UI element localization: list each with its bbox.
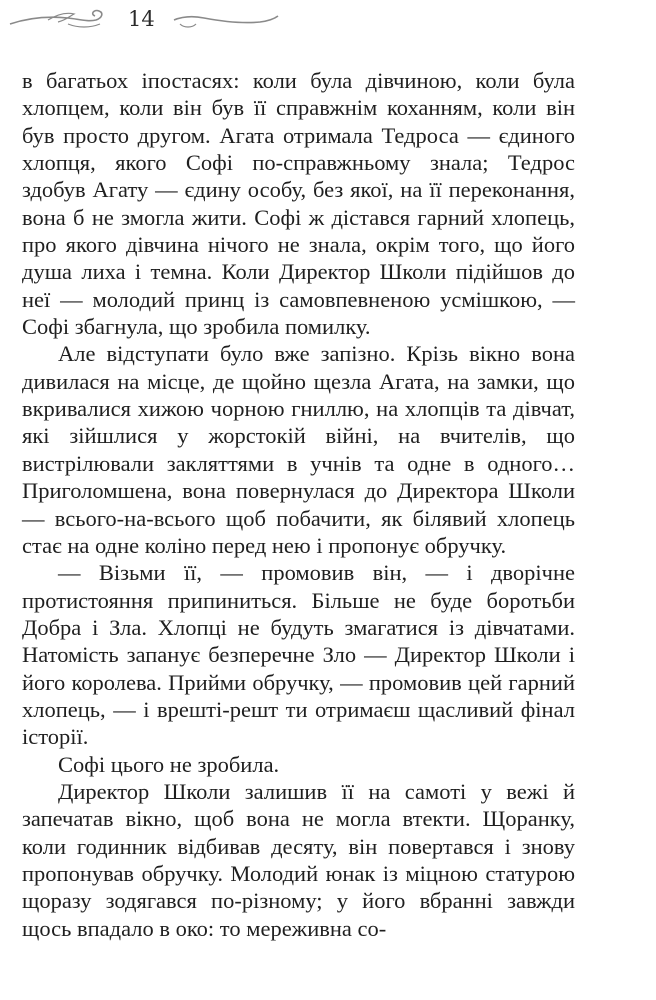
paragraph: в багатьох іпостасях: коли була дівчиною, коли була хлопцем, коли він був її справжнім коханням, коли він був просто другом. Агата отримала Тедроса — єдиного хлопця, якого Софі по-справжньому знала; Тедрос здобув Агату — єдину особу, без якої, на її переконання, вона б не змогла жити. Софі ж дістався гарний хлопець, про якого дівчина нічого не знала, окрім того, що його душа лиха і темна. Коли Директор Школи підійшов до неї — молодий принц із самовпевненою усмішкою, — Софі збагнула, що зробила помилку.: [22, 68, 575, 340]
page-number: 14: [128, 7, 155, 31]
left-flourish-ornament: [8, 4, 108, 34]
right-flourish-ornament: [170, 4, 280, 34]
main-text: [22, 67, 575, 942]
paragraph: — Візьми її, — промовив він, — і дворічне протистояння припиниться. Більше не буде боротьби Добра і Зла. Хлопці не будуть змагатися із дівчатами. Натомість запанує безперечне Зло — Директор Школи і його королева. Прийми обручку, — промовив цей гарний хлопець, — і врешті-решт ти отримаєш щасливий фінал історії.: [22, 560, 575, 750]
paragraph: Директор Школи залишив її на самоті у вежі й запечатав вікно, щоб вона не могла втекти. Щоранку, коли годинник відбивав десяту, він повертався і знову пропонував обручку. Молодий юнак із міцною статурою щоразу зодягався по-різному; у його вбранні завжди щось впадало в око: то мереживна со-: [22, 778, 575, 941]
paragraph: Але відступати було вже запізно. Крізь вікно вона дивилася на місце, де щойно щезла Агата, на замки, що вкривалися хижою чорною гниллю, на хлопців та дівчат, які зійшлися у жорстокій війні, на вчителів, що вистрілювали закляттями в учнів та одне в одного… Приголомшена, вона повернулася до Директора Школи — всього-на-всього щоб побачити, як білявий хлопець стає на одне коліно перед нею і пропонує обручку.: [22, 341, 575, 558]
paragraph: Софі цього не зробила.: [58, 751, 280, 777]
page-header: [0, 0, 656, 44]
